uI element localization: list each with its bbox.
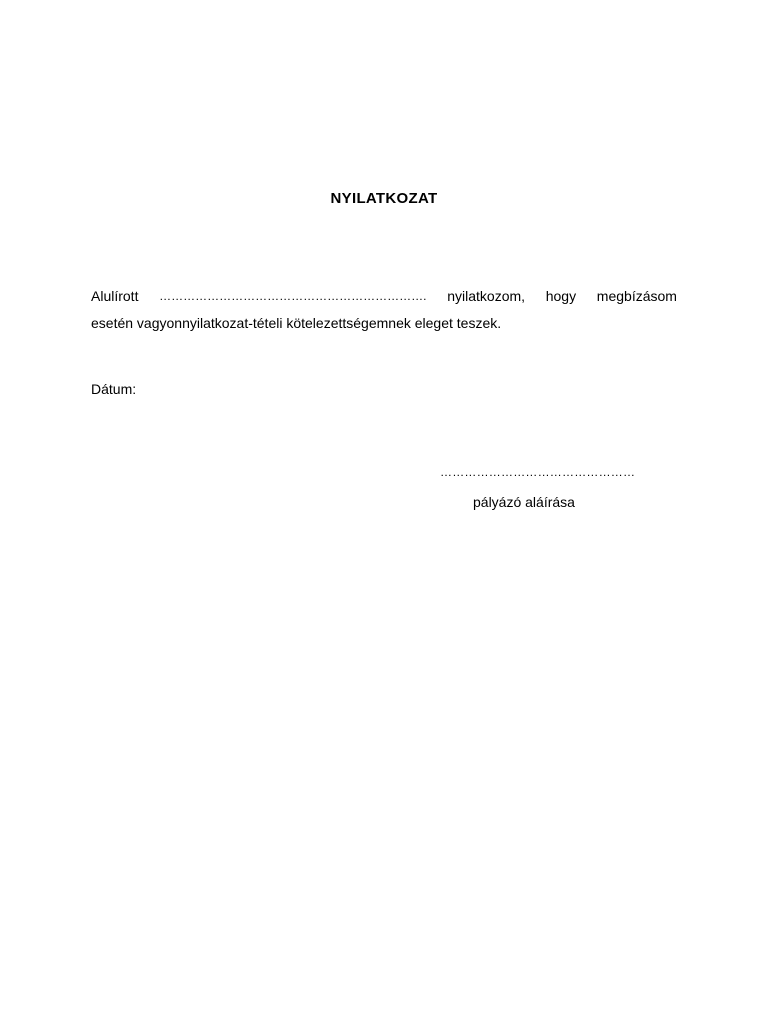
statement-word-alulirott: Alulírott <box>91 288 139 304</box>
name-blank-line: …………………………………………………………. <box>159 289 427 303</box>
signature-line: ………………………………………… <box>440 465 636 479</box>
statement-line-1 <box>91 283 677 310</box>
statement-word-megbizasom: megbízásom <box>596 288 677 304</box>
statement-line-2: esetén vagyonnyilatkozat-tételi kötelezettségemnek eleget teszek. <box>91 315 502 331</box>
document-title: NYILATKOZAT <box>330 190 438 207</box>
statement-word-hogy: hogy <box>545 288 577 304</box>
signature-label: pályázó aláírása <box>473 494 575 510</box>
date-label: Dátum: <box>91 381 137 397</box>
statement-word-nyilatkozom: nyilatkozom, <box>447 288 526 304</box>
